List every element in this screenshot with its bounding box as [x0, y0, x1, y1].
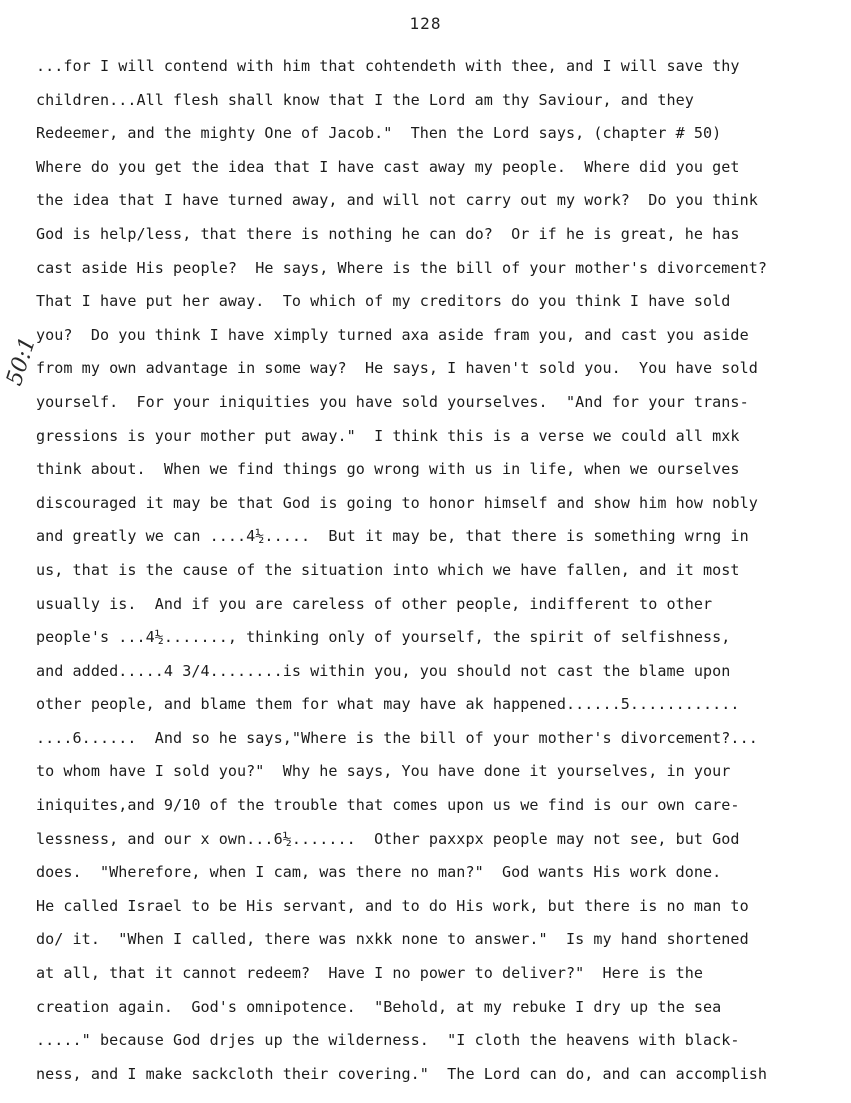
text-line: ...for I will contend with him that cohtendeth with thee, and I will save thy	[36, 57, 740, 75]
page-number: 128	[409, 14, 442, 33]
text-line: God is help/less, that there is nothing he can do? Or if he is great, he has	[36, 224, 740, 243]
text-line: people's ...4½......., thinking only of yourself, the spirit of selfishness,	[36, 628, 731, 647]
text-line: cast aside His people? He says, Where is the bill of your mother's divorcement?	[36, 258, 767, 277]
text-line: That I have put her away. To which of my creditors do you think I have sold	[36, 292, 731, 311]
text-line: ....." because God drjes up the wilderness. "I cloth the heavens with black-	[36, 1031, 740, 1050]
text-line: the idea that I have turned away, and will not carry out my work? Do you think	[36, 191, 758, 210]
text-line: children...All flesh shall know that I the Lord am thy Saviour, and they	[36, 90, 694, 109]
text-line: and greatly we can ....4½..... But it may be, that there is something wrng in	[36, 527, 749, 546]
text-line: does. "Wherefore, when I cam, was there no man?" God wants His work done.	[36, 863, 722, 882]
text-line: creation again. God's omnipotence. "Behold, at my rebuke I dry up the sea	[36, 997, 722, 1016]
text-line: you? Do you think I have ximply turned axa aside fram you, and cast you aside	[36, 325, 749, 344]
text-line: He called Israel to be His servant, and to do His work, but there is no man to	[36, 896, 749, 915]
text-line: us, that is the cause of the situation into which we have fallen, and it most	[36, 560, 740, 579]
text-line: Where do you get the idea that I have cast away my people. Where did you get	[36, 157, 740, 176]
text-line: at all, that it cannot redeem? Have I no power to deliver?" Here is the	[36, 964, 704, 983]
text-line: ....6...... And so he says,"Where is the bill of your mother's divorcement?...	[36, 728, 758, 747]
text-line: discouraged it may be that God is going to honor himself and show him how nobly	[36, 493, 758, 512]
text-line: think about. When we find things go wrong with us in life, when we ourselves	[36, 460, 740, 479]
text-line: yourself. For your iniquities you have sold yourselves. "And for your trans-	[36, 392, 749, 411]
text-line: ness, and I make sackcloth their covering." The Lord can do, and can accomplish	[36, 1064, 767, 1083]
text-line: lessness, and our x own...6½....... Other paxxpx people may not see, but God	[36, 829, 740, 848]
text-line: iniquites,and 9/10 of the trouble that comes upon us we find is our own care-	[36, 796, 740, 815]
text-line: and added.....4 3/4........is within you, you should not cast the blame upon	[36, 661, 731, 680]
handwritten-margin-note: 50:1	[2, 334, 42, 389]
text-line: Redeemer, and the mighty One of Jacob." Then the Lord says, (chapter # 50)	[36, 124, 722, 143]
text-line: gressions is your mother put away." I think this is a verse we could all mxk	[36, 426, 740, 445]
text-line: from my own advantage in some way? He says, I haven't sold you. You have sold	[36, 359, 758, 378]
text-line: to whom have I sold you?" Why he says, You have done it yourselves, in your	[36, 762, 731, 781]
text-line: other people, and blame them for what may have ak happened......5............	[36, 695, 740, 714]
text-line: usually is. And if you are careless of other people, indifferent to other	[36, 594, 713, 613]
body-text	[36, 50, 848, 1091]
text-line: do/ it. "When I called, there was nxkk none to answer." Is my hand shortened	[36, 930, 749, 949]
